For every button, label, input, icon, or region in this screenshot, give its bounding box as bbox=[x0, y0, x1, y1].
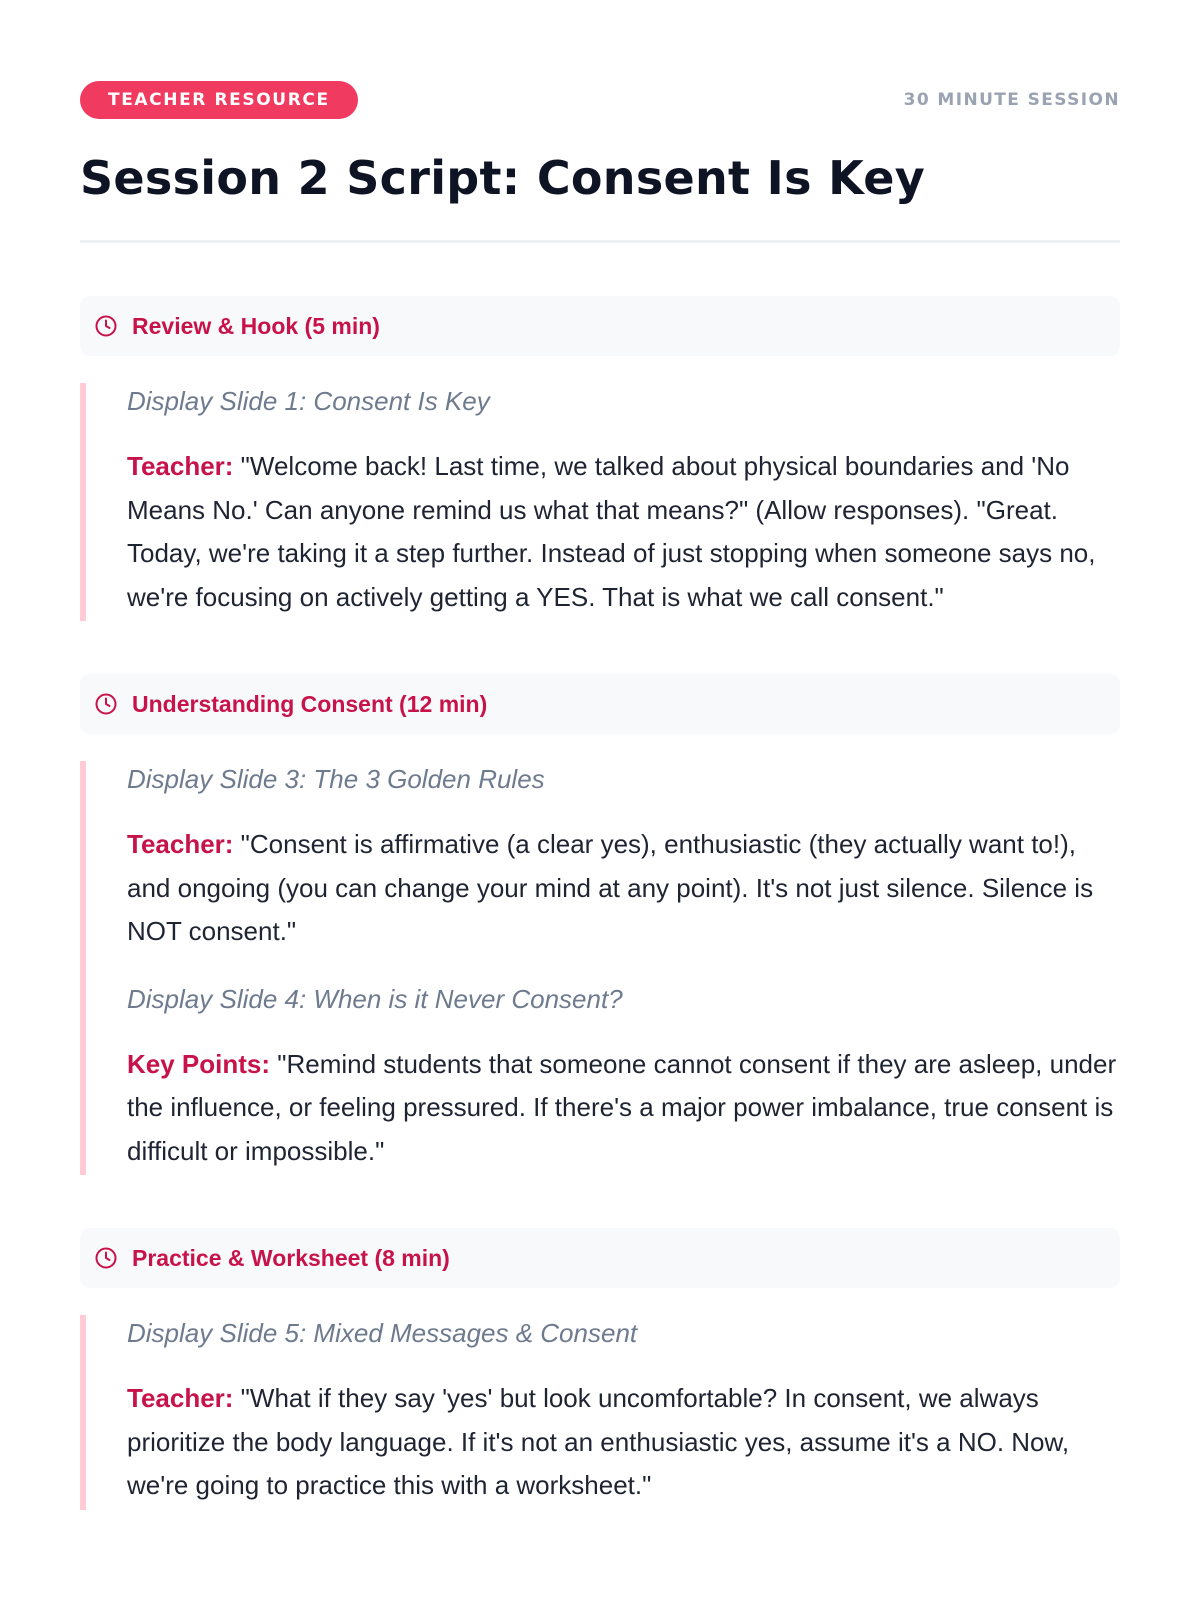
section-header bbox=[80, 1228, 1120, 1288]
slide-cue: Display Slide 3: The 3 Golden Rules bbox=[127, 764, 545, 794]
section-understanding-consent bbox=[80, 674, 1120, 1175]
section-review-hook bbox=[80, 296, 1120, 621]
section-practice-worksheet bbox=[80, 1228, 1120, 1510]
section-title: Review & Hook (5 min) bbox=[132, 312, 380, 339]
section-content bbox=[80, 761, 1120, 1175]
script-paragraph bbox=[127, 1377, 1120, 1508]
section-content bbox=[80, 383, 1120, 621]
clock-icon bbox=[94, 1246, 118, 1270]
clock-icon bbox=[94, 314, 118, 338]
header-row bbox=[80, 80, 1120, 120]
slide-cue: Display Slide 1: Consent Is Key bbox=[127, 386, 490, 416]
speaker-label: Teacher: bbox=[127, 451, 234, 481]
script-paragraph bbox=[127, 445, 1120, 619]
section-title: Practice & Worksheet (8 min) bbox=[132, 1244, 450, 1271]
speaker-label: Teacher: bbox=[127, 1383, 234, 1413]
section-header bbox=[80, 674, 1120, 734]
session-length-label: 30 MINUTE SESSION bbox=[903, 90, 1120, 110]
page-title: Session 2 Script: Consent Is Key bbox=[80, 151, 925, 205]
section-header bbox=[80, 296, 1120, 356]
speaker-label: Key Points: bbox=[127, 1048, 271, 1079]
script-text: "Welcome back! Last time, we talked about physical boundaries and 'No Means No.' Can anyone remind us what that means?" (Allow responses). "Great. Today, we're taking it a step further. Instead of just stopping when someone says no, we're focusing on actively getting a YES. That is what we call consent." bbox=[127, 451, 1096, 612]
script-text: "Consent is affirmative (a clear yes), enthusiastic (they actually want to!), and ongoing (you can change your mind at any point). It's not just silence. Silence is NOT consent." bbox=[127, 829, 1094, 946]
slide-cue: Display Slide 4: When is it Never Consent? bbox=[127, 983, 623, 1014]
script-paragraph bbox=[127, 1043, 1120, 1174]
header-divider bbox=[80, 240, 1120, 243]
clock-icon bbox=[94, 692, 118, 716]
script-text: "What if they say 'yes' but look uncomfortable? In consent, we always prioritize the body language. If it's not an enthusiastic yes, assume it's a NO. Now, we're going to practice this with a worksheet." bbox=[127, 1383, 1070, 1500]
script-text: "Remind students that someone cannot consent if they are asleep, under the influence, or feeling pressured. If there's a major power imbalance, true consent is difficult or impossible." bbox=[127, 1048, 1117, 1166]
script-paragraph bbox=[127, 823, 1120, 954]
slide-cue: Display Slide 5: Mixed Messages & Consent bbox=[127, 1318, 638, 1348]
speaker-label: Teacher: bbox=[127, 829, 234, 859]
section-title: Understanding Consent (12 min) bbox=[132, 690, 488, 717]
teacher-resource-badge: TEACHER RESOURCE bbox=[80, 81, 358, 119]
section-content bbox=[80, 1315, 1120, 1510]
